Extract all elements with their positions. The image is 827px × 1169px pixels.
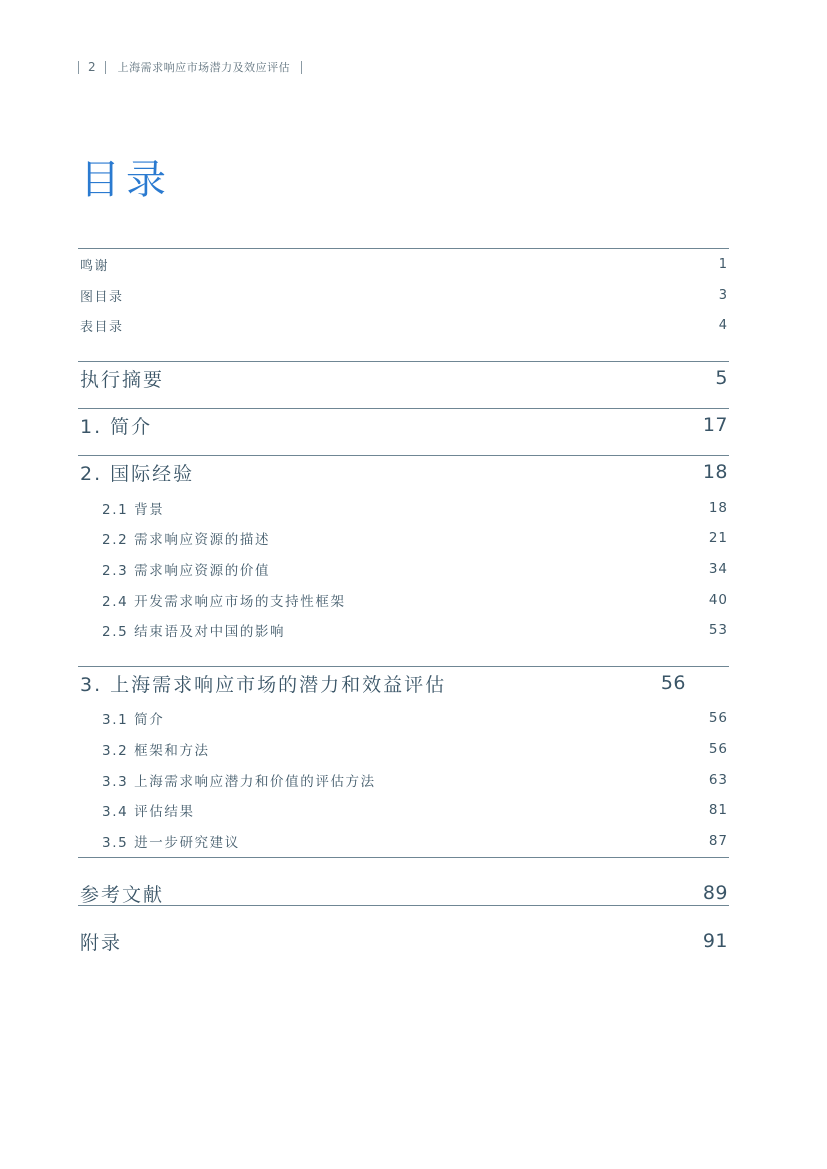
- toc-entry-page: 56: [708, 710, 728, 726]
- toc-entry-label: 3.1 简介: [102, 712, 165, 728]
- toc-entry-page: 81: [708, 802, 728, 818]
- toc-entry-label: 3.2 框架和方法: [102, 743, 210, 759]
- toc-entry-appendix[interactable]: [80, 927, 728, 955]
- toc-entry-label: 表目录: [80, 319, 124, 335]
- toc-entry-label: 3. 上海需求响应市场的潜力和效益评估: [80, 673, 447, 696]
- toc-entry-section-2-4[interactable]: [102, 590, 728, 610]
- toc-title: 目录: [80, 157, 172, 203]
- toc-entry-list-of-tables[interactable]: [80, 315, 728, 335]
- toc-entry-label: 2.5 结束语及对中国的影响: [102, 624, 286, 640]
- toc-entry-label: 参考文献: [80, 883, 165, 906]
- toc-entry-section-2-3[interactable]: [102, 559, 728, 579]
- toc-entry-page: 4: [718, 317, 728, 333]
- toc-entry-label: 3.4 评估结果: [102, 804, 195, 820]
- toc-entry-label: 2.2 需求响应资源的描述: [102, 532, 271, 548]
- toc-entry-page: 1: [718, 256, 728, 272]
- toc-divider: [78, 455, 729, 456]
- toc-entry-page: 63: [708, 772, 728, 788]
- toc-entry-chapter-1[interactable]: [80, 411, 728, 439]
- toc-entry-label: 3.3 上海需求响应潜力和价值的评估方法: [102, 774, 376, 790]
- toc-entry-label: 图目录: [80, 289, 124, 305]
- header-divider: [301, 61, 302, 74]
- toc-entry-chapter-3[interactable]: [80, 669, 686, 697]
- header-divider: [78, 61, 79, 74]
- toc-entry-section-3-2[interactable]: [102, 739, 728, 759]
- toc-entry-section-3-1[interactable]: [102, 708, 728, 728]
- toc-divider: [78, 905, 729, 906]
- toc-entry-label: 2.4 开发需求响应市场的支持性框架: [102, 594, 346, 610]
- toc-divider: [78, 857, 729, 858]
- header-page-number: 2: [88, 60, 96, 74]
- toc-entry-acknowledgements[interactable]: [80, 254, 728, 274]
- toc-entry-section-3-4[interactable]: [102, 800, 728, 820]
- toc-entry-label: 附录: [80, 931, 123, 954]
- toc-entry-page: 17: [702, 414, 728, 436]
- toc-divider: [78, 408, 729, 409]
- toc-entry-label: 鸣谢: [80, 258, 110, 274]
- toc-entry-label: 执行摘要: [80, 368, 165, 391]
- toc-entry-list-of-figures[interactable]: [80, 285, 728, 305]
- toc-entry-section-2-5[interactable]: [102, 620, 728, 640]
- toc-entry-page: 5: [715, 367, 728, 389]
- toc-entry-label: 2.3 需求响应资源的价值: [102, 563, 271, 579]
- toc-entry-page: 3: [718, 287, 728, 303]
- toc-entry-page: 89: [702, 882, 728, 904]
- toc-entry-page: 56: [660, 672, 686, 694]
- toc-entry-page: 21: [708, 530, 728, 546]
- running-header: [78, 58, 302, 76]
- toc-entry-page: 18: [702, 461, 728, 483]
- toc-entry-page: 53: [708, 622, 728, 638]
- toc-entry-section-3-3[interactable]: [102, 770, 728, 790]
- toc-divider: [78, 248, 729, 249]
- toc-entry-page: 40: [708, 592, 728, 608]
- toc-entry-page: 91: [702, 930, 728, 952]
- toc-entry-page: 18: [708, 500, 728, 516]
- toc-entry-references[interactable]: [80, 879, 728, 907]
- toc-entry-executive-summary[interactable]: [80, 364, 728, 392]
- toc-entry-label: 3.5 进一步研究建议: [102, 835, 240, 851]
- toc-entry-label: 2.1 背景: [102, 502, 165, 518]
- toc-entry-label: 1. 简介: [80, 415, 153, 438]
- header-divider: [105, 61, 106, 74]
- toc-entry-page: 56: [708, 741, 728, 757]
- toc-entry-label: 2. 国际经验: [80, 462, 195, 485]
- toc-entry-page: 34: [708, 561, 728, 577]
- toc-divider: [78, 666, 729, 667]
- toc-entry-page: 87: [708, 833, 728, 849]
- header-report-title: 上海需求响应市场潜力及效应评估: [117, 61, 291, 74]
- toc-entry-section-3-5[interactable]: [102, 831, 728, 851]
- toc-entry-chapter-2[interactable]: [80, 458, 728, 486]
- toc-divider: [78, 361, 729, 362]
- toc-entry-section-2-2[interactable]: [102, 528, 728, 548]
- toc-entry-section-2-1[interactable]: [102, 498, 728, 518]
